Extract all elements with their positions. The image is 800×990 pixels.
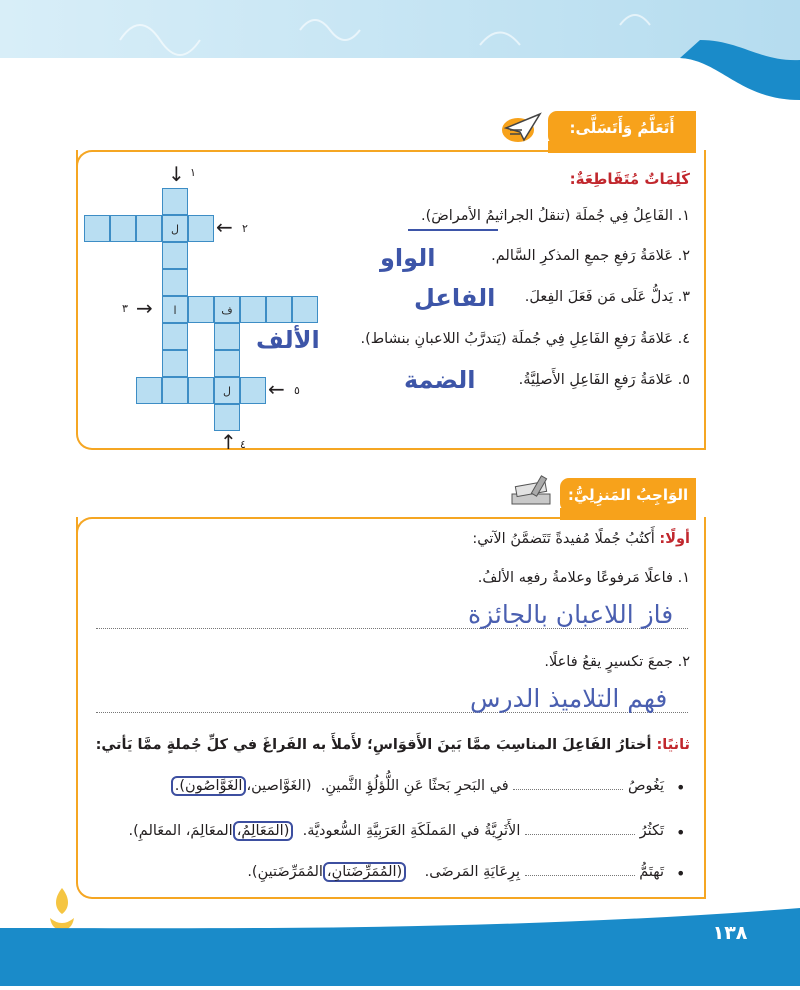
crossword-letter: ف <box>221 304 233 317</box>
part2-item-2-verb: تَكثُرُ <box>639 823 664 839</box>
part2-item-3-rest: بِرِعَايَةِ المَرضَى. <box>424 864 521 880</box>
top-decorative-band <box>0 0 800 100</box>
clue-number-2: ٢ <box>242 222 248 235</box>
blank-2[interactable] <box>525 834 635 835</box>
question-2: ٢. عَلامَةُ رَفعِ جمعِ المذكرِ السَّالم. <box>491 248 690 264</box>
crossword-cell[interactable] <box>162 269 188 296</box>
part2-heading <box>90 737 690 753</box>
page-number: ١٣٨ <box>712 922 748 944</box>
crossword-cell[interactable] <box>162 296 188 323</box>
part2-item-2-rest: الأَثَرِيَّةُ في المَملَكَةِ العَرَبِيَّةِ السُّعوديَّة. <box>302 823 521 839</box>
crossword-cell[interactable] <box>136 377 162 404</box>
clue-number-3: ٣ <box>122 302 128 315</box>
clue-number-5: ٥ <box>294 384 300 397</box>
arrow-left-icon: ← <box>268 377 285 401</box>
crossword-cell[interactable] <box>214 350 240 377</box>
crossword-cell[interactable] <box>188 215 214 242</box>
written-answer-2: فهم التلاميذ الدرس <box>470 684 668 713</box>
bullet: • <box>676 778 686 797</box>
part2-item-3-verb: تَهتَمُّ <box>639 864 664 880</box>
part2-item-2-options: المعَالِمَ، المعَالمِ). <box>128 823 233 839</box>
crossword-cell[interactable] <box>188 296 214 323</box>
blank-1[interactable] <box>513 789 623 790</box>
part2-item-1-circled-answer: الغَوَّاصُون). <box>171 776 247 796</box>
part2-item-1 <box>100 778 664 794</box>
learn-section-header <box>548 111 696 145</box>
question-3: ٣. يَدلُّ عَلَى مَن فَعَلَ الفِعلَ. <box>524 289 690 305</box>
part2-item-1-options: (الغَوَّاصين، <box>246 778 312 794</box>
homework-section-header <box>560 478 696 512</box>
part1-label: أولًا: <box>659 531 690 547</box>
crossword-cell[interactable] <box>162 215 188 242</box>
crossword-cell[interactable] <box>214 404 240 431</box>
learn-section-title: أَتَعَلَّمُ وَأَتَسَلَّى: <box>569 119 675 137</box>
crossword-letter: ل <box>171 223 179 236</box>
crossword-cell[interactable] <box>162 350 188 377</box>
crossword-cell[interactable] <box>162 323 188 350</box>
question-4: ٤. عَلامَةُ رَفعِ الفَاعِلِ فِي جُملَة (يَتدرَّبُ اللاعبانِ بنشاط). <box>360 331 690 347</box>
part2-item-1-rest: في البَحرِ بَحثًا عَنِ اللُّؤلُؤِ الثَّمينِ. <box>320 778 509 794</box>
crossword-cell[interactable] <box>110 215 136 242</box>
crossword-cell[interactable] <box>162 242 188 269</box>
part2-item-1-verb: يَغُوصُ <box>627 778 664 794</box>
question-1-underline <box>408 229 498 231</box>
arrow-up-icon: ↑ <box>220 430 237 454</box>
crossword-cell[interactable] <box>266 296 292 323</box>
written-answer-1: فاز اللاعبان بالجائزة <box>468 600 674 629</box>
part2-item-2 <box>90 823 664 839</box>
bottom-band <box>0 908 800 986</box>
bullet: • <box>676 864 686 883</box>
part2-instruction: أختارُ الفَاعِلَ المناسِبَ ممَّا بَينَ الأَقوَاسِ؛ لأَملأَ به الفَراغَ في كلِّ جُملةٍ ممَّا يَأتي: <box>95 737 652 753</box>
answer-2: الواو <box>380 244 436 272</box>
crossword-cell[interactable] <box>214 377 240 404</box>
paper-plane-icon <box>496 106 544 148</box>
arrow-right-icon: → <box>136 296 153 320</box>
part1-instruction: أَكتُبُ جُملًا مُفيدةً تَتَضمَّنُ الآتي: <box>472 531 655 547</box>
crossword-cell[interactable] <box>162 188 188 215</box>
crossword-cell[interactable] <box>214 296 240 323</box>
part2-item-3-circled-answer: (المُمَرِّضَتانِ، <box>323 862 406 882</box>
arrow-down-icon: ↓ <box>168 162 185 186</box>
part2-item-2-circled-answer: (المَعَالِمُ، <box>233 821 294 841</box>
answer-4: الألف <box>256 326 320 354</box>
crossword-cell[interactable] <box>84 215 110 242</box>
crossword-subtitle: كَلِمَاتٌ مُتَقَاطِعَةٌ: <box>569 170 690 188</box>
bullet: • <box>676 823 686 842</box>
homework-section-title: الوَاجِبُ المَنزِلِيُّ: <box>567 486 689 504</box>
learn-frame-top <box>76 150 548 168</box>
crossword-letter: ل <box>223 385 231 398</box>
crossword-cell[interactable] <box>162 377 188 404</box>
crossword-cell[interactable] <box>188 377 214 404</box>
crossword-cell[interactable] <box>240 296 266 323</box>
crossword-cell[interactable] <box>136 215 162 242</box>
part2-label: ثانيًا: <box>656 737 690 753</box>
top-band-graphic <box>0 0 800 100</box>
part1-heading <box>380 531 690 547</box>
books-icon <box>506 472 556 512</box>
arrow-left-icon: ← <box>216 215 233 239</box>
part2-item-3 <box>90 864 664 880</box>
clue-number-4: ٤ <box>240 438 246 451</box>
blank-3[interactable] <box>525 875 635 876</box>
crossword-cell[interactable] <box>214 323 240 350</box>
question-1: ١. الفَاعِلُ فِي جُملَة (تنقلُ الجراثيمُ الأمراضَ). <box>420 208 690 224</box>
answer-3: الفاعل <box>414 284 496 312</box>
crossword-letter: ا <box>173 304 177 317</box>
part1-item-2: ٢. جمعَ تكسيرٍ يقعُ فاعلًا. <box>544 654 690 670</box>
question-5: ٥. عَلامَةُ رَفعِ الفَاعِلِ الأَصلِيَّةُ. <box>518 372 690 388</box>
part1-item-1: ١. فاعلًا مَرفوعًا وعلامةُ رفعِه الألفُ. <box>477 570 690 586</box>
clue-number-1: ١ <box>190 166 196 179</box>
part2-item-3-options: المُمَرِّضَتينِ). <box>247 864 323 880</box>
crossword-cell[interactable] <box>240 377 266 404</box>
answer-5: الضمة <box>404 366 476 394</box>
crossword-cell[interactable] <box>292 296 318 323</box>
